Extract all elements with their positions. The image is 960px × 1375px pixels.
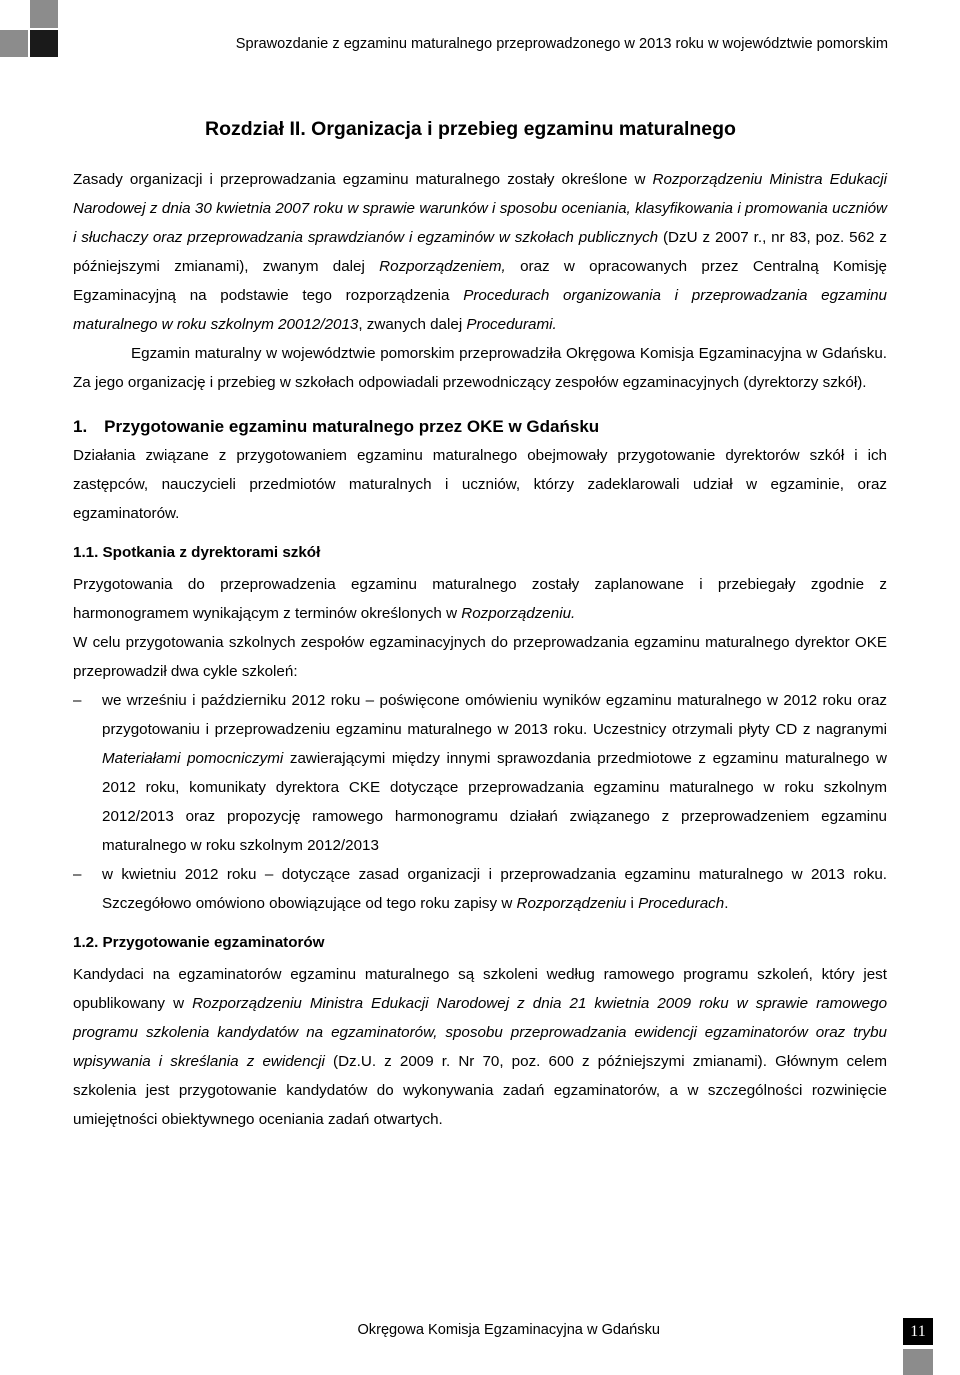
text-run: zawierającymi między innymi sprawozdania przedmiotowe z egzaminu maturalnego w 2012 roku, komunikaty dyrektora CKE dotyczące przeprowadzania egzaminu maturalnego w roku szkolnym 2012/2013 oraz propozycję ramowego harmonogramu działań związanego z przeprowadzeniem egzaminu maturalnego w roku szkolnym 2012/2013: [102, 750, 888, 854]
logo-square-grey-top: [30, 0, 58, 28]
text-run: w kwietniu 2012 roku – dotyczące zasad organizacji i przeprowadzania egzaminu maturalnego w 2013 roku. Szczegółowo omówiono obowiązujące od tego roku zapisy w: [102, 866, 887, 912]
dash-bullet: –: [73, 692, 82, 709]
dash-bullet: –: [73, 866, 82, 883]
materials-title: Materiałami pomocniczymi: [102, 750, 284, 767]
regulation-title: Rozporządzeniu Ministra Edukacji Narodowej z dnia 21 kwietnia 2009 roku w sprawie ramowego programu szkolenia kandydatów na egzaminatorów, sposobu przeprowadzania ewidencji egzaminatorów oraz trybu wpisywania i skreślania z ewidencji: [73, 995, 888, 1070]
text-run: , zwanych dalej: [358, 316, 467, 333]
organisation-paragraph: Egzamin maturalny w województwie pomorskim przeprowadziła Okręgowa Komisja Egzaminacyjna w Gdańsku. Za jego organizację i przebieg w szkołach odpowiadali przewodniczący zespołów egzaminacyjnych (dyrektorzy szkół).: [73, 345, 887, 391]
page-number-decoration: [903, 1349, 933, 1375]
logo-square-dark: [30, 30, 58, 57]
list-item: [73, 686, 887, 860]
training-cycles-list: [73, 686, 887, 918]
logo-square-grey-left: [0, 30, 28, 57]
section-1-1-paragraph-1: [73, 570, 887, 628]
text-run: Przygotowania do przeprowadzenia egzaminu maturalnego zostały zaplanowane i przebiegały zgodnie z harmonogramem wynikającym z terminów określonych w: [73, 576, 887, 622]
chapter-title: Rozdział II. Organizacja i przebieg egzaminu maturalnego: [205, 118, 736, 140]
logo-squares: [0, 0, 60, 60]
text-run: Zasady organizacji i przeprowadzania egzaminu maturalnego zostały określone w: [73, 171, 653, 188]
section-1-1-title: 1.1. Spotkania z dyrektorami szkół: [73, 544, 321, 561]
procedures-short-name: Procedurami.: [466, 316, 557, 333]
text-run: we wrześniu i październiku 2012 roku – poświęcone omówieniu wyników egzaminu maturalnego w 2012 roku oraz przygotowaniu i przeprowadzeniu egzaminu maturalnego w 2013 roku. Uczestnicy otrzymali płyty CD z nagranymi: [102, 692, 887, 738]
footer-institution: Okręgowa Komisja Egzaminacyjna w Gdańsku: [357, 1322, 660, 1338]
text-run: (Dz.U. z 2009 r. Nr 70, poz. 600 z późniejszymi zmianami). Głównym celem szkolenia jest przygotowanie kandydatów do wykonywania zadań egzaminatorów, a w szczególności rozwinięcie umiejętności obiektywnego oceniania zadań otwartych.: [73, 1053, 887, 1128]
text-run: i: [626, 895, 639, 912]
intro-paragraph: [73, 165, 887, 339]
procedures-short-name: Procedurach: [638, 895, 725, 912]
section-1-2-title: 1.2. Przygotowanie egzaminatorów: [73, 934, 325, 951]
regulation-title: Rozporządzeniu Ministra Edukacji Narodowej z dnia 30 kwietnia 2007 roku w sprawie warunków i sposobu oceniania, klasyfikowania i promowania uczniów i słuchaczy oraz przeprowadzania sprawdzianów i egzaminów w szkołach publicznych: [73, 171, 887, 246]
text-run: oraz w opracowanych przez Centralną Komisję Egzaminacyjną na podstawie tego rozporządzenia: [73, 258, 887, 304]
page-content: [73, 102, 887, 1134]
text-run: Kandydaci na egzaminatorów egzaminu maturalnego są szkoleni według ramowego programu szkoleń, który jest opublikowany w: [73, 966, 887, 1012]
page-number: 11: [903, 1318, 933, 1345]
text-run: (DzU z 2007 r., nr 83, poz. 562 z późniejszymi zmianami), zwanym dalej: [73, 229, 887, 275]
procedures-title: Procedurach organizowania i przeprowadzania egzaminu maturalnego w roku szkolnym 20012/2013: [73, 287, 887, 333]
text-run: .: [724, 895, 729, 912]
regulation-short-name: Rozporządzeniu.: [461, 605, 576, 622]
section-1-1-paragraph-2: W celu przygotowania szkolnych zespołów egzaminacyjnych do przeprowadzania egzaminu maturalnego dyrektor OKE przeprowadził dwa cykle szkoleń:: [73, 634, 887, 680]
section-1-title: 1. Przygotowanie egzaminu maturalnego przez OKE w Gdańsku: [73, 417, 600, 436]
page-number-box: [903, 1318, 933, 1375]
regulation-short-name: Rozporządzeniem,: [379, 258, 506, 275]
section-1-paragraph: Działania związane z przygotowaniem egzaminu maturalnego obejmowały przygotowanie dyrektorów szkół i ich zastępców, nauczycieli przedmiotów maturalnych i uczniów, którzy zadeklarowali udział w egzaminie, oraz egzaminatorów.: [73, 447, 887, 522]
running-header: Sprawozdanie z egzaminu maturalnego przeprowadzonego w 2013 roku w województwie pomorskim: [235, 36, 888, 52]
section-1-2-paragraph: [73, 960, 887, 1134]
regulation-short-name: Rozporządzeniu: [516, 895, 627, 912]
list-item: [73, 860, 887, 918]
